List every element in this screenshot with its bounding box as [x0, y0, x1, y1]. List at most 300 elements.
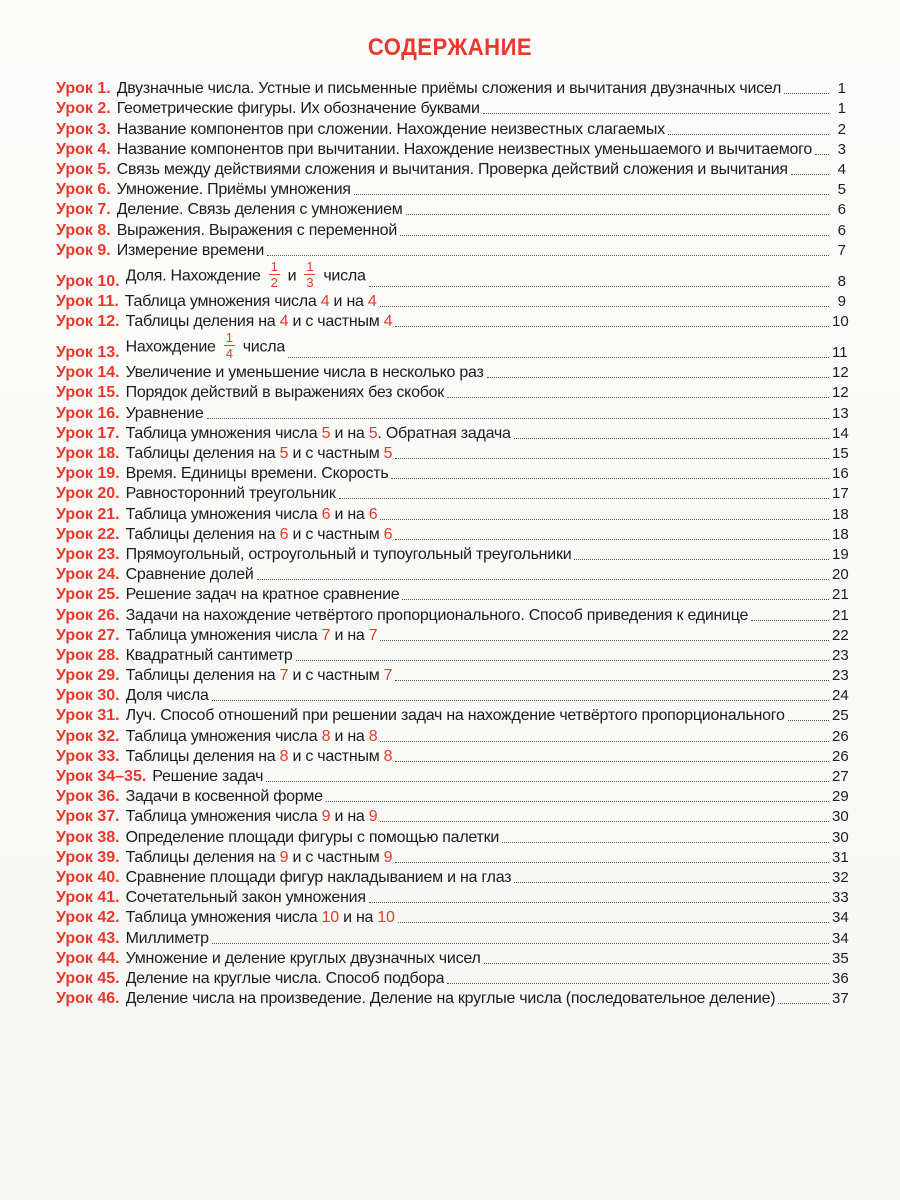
title-text: и с частным [288, 667, 384, 685]
dot-leader [784, 93, 829, 94]
page-number: 14 [832, 424, 849, 442]
lesson-title [126, 889, 366, 907]
toc-entry [56, 291, 846, 311]
lesson-title [126, 728, 378, 746]
title-text: Таблица умножения числа [125, 808, 322, 826]
toc-entry [56, 382, 849, 402]
toc-entry [56, 564, 849, 584]
title-text: Деление числа на произведение. Деление на круглые числа (последовательное деление) [125, 990, 776, 1008]
page-number: 9 [837, 292, 846, 310]
page-number: 1 [837, 80, 846, 98]
lesson-title [126, 930, 209, 948]
title-text: и с частным [288, 525, 384, 543]
lesson-title [117, 80, 781, 98]
toc-entry [56, 948, 849, 968]
lesson-title [126, 788, 323, 806]
title-text: Измерение времени [116, 241, 265, 259]
dot-leader [207, 418, 830, 419]
page-number: 31 [832, 848, 849, 866]
toc-entry [56, 887, 849, 907]
lesson-number: Урок 43. [56, 929, 120, 947]
lesson-number: Урок 17. [56, 424, 120, 442]
lesson-title [126, 566, 254, 584]
page-number: 30 [832, 828, 849, 846]
highlighted-number: 4 [383, 313, 393, 331]
lesson-number: Урок 32. [56, 727, 120, 745]
lesson-title [117, 222, 397, 240]
page-number: 6 [837, 201, 846, 219]
lesson-number: Урок 9. [56, 241, 111, 259]
toc-entry [56, 503, 849, 523]
toc-entry [56, 240, 846, 260]
highlighted-number: 6 [368, 505, 378, 523]
dot-leader [406, 214, 829, 215]
fraction [269, 262, 280, 289]
dot-leader [288, 357, 829, 358]
dot-leader [380, 741, 829, 742]
lesson-number: Урок 27. [56, 626, 120, 644]
highlighted-number: 9 [279, 848, 289, 866]
title-text: Определение площади фигуры с помощью палетки [125, 828, 500, 846]
dot-leader [395, 458, 829, 459]
highlighted-number: 4 [367, 292, 377, 310]
toc-entry [56, 604, 849, 624]
toc-entry [56, 746, 849, 766]
toc-entry [56, 766, 849, 786]
title-text: Выражения. Выражения с переменной [116, 221, 397, 239]
lesson-title [126, 384, 444, 402]
toc-entry [56, 826, 849, 846]
highlighted-number: 10 [321, 909, 339, 927]
dot-leader [395, 761, 829, 762]
lesson-title [126, 707, 785, 725]
dot-leader [502, 842, 829, 843]
title-text: Сравнение площади фигур накладыванием и на глаз [125, 868, 512, 886]
lesson-number: Урок 46. [56, 990, 120, 1008]
title-text: Таблица умножения числа [125, 424, 322, 442]
lesson-number: Урок 2. [56, 100, 111, 118]
toc-entry [56, 483, 849, 503]
toc-entry [56, 584, 849, 604]
page-title: СОДЕРЖАНИЕ [367, 34, 533, 61]
dot-leader [380, 519, 829, 520]
lesson-title [126, 262, 366, 291]
dot-leader [751, 620, 829, 621]
lesson-title [117, 242, 264, 260]
highlighted-number: 9 [383, 848, 393, 866]
lesson-title [126, 405, 204, 423]
title-text: числа [242, 338, 285, 356]
highlighted-number: 8 [368, 727, 378, 745]
lesson-number: Урок 11. [56, 292, 119, 310]
lesson-number: Урок 42. [56, 909, 120, 927]
highlighted-number: 5 [321, 424, 331, 442]
title-text: и с частным [288, 848, 384, 866]
highlighted-number: 6 [279, 525, 289, 543]
title-text: Задачи на нахождение четвёртого пропорционального. Способ приведения к единице [125, 606, 749, 624]
page-number: 17 [832, 485, 849, 503]
fraction-numerator: 1 [270, 261, 278, 274]
page-number: 32 [832, 868, 849, 886]
dot-leader [788, 720, 829, 721]
page-number: 22 [832, 626, 849, 644]
toc-entry [56, 423, 849, 443]
lesson-title [126, 586, 400, 604]
title-text: Задачи в косвенной форме [125, 788, 323, 806]
title-text: Решение задач на кратное сравнение [125, 586, 400, 604]
dot-leader [267, 255, 829, 256]
title-text: и на [330, 424, 369, 442]
toc-entry [56, 98, 846, 118]
title-text: Таблицы деления на [125, 848, 280, 866]
title-text: Связь между действиями сложения и вычитания. Проверка действий сложения и вычитания [116, 160, 788, 178]
dot-leader [487, 377, 829, 378]
toc-entry [56, 968, 849, 988]
lesson-number: Урок 37. [56, 808, 120, 826]
title-text: и с частным [288, 313, 384, 331]
title-text: Таблицы деления на [125, 747, 280, 765]
title-text: Прямоугольный, остроугольный и тупоугольный треугольники [125, 545, 572, 563]
page-number: 2 [837, 120, 846, 138]
dot-leader [296, 660, 829, 661]
lesson-number: Урок 15. [56, 384, 120, 402]
page-number: 37 [832, 990, 849, 1008]
lesson-title [126, 485, 336, 503]
title-text: Уравнение [125, 404, 204, 422]
lesson-number: Урок 10. [56, 272, 120, 290]
page-number: 20 [832, 566, 849, 584]
lesson-title [126, 333, 285, 362]
lesson-number: Урок 12. [56, 313, 120, 331]
title-text: Название компонентов при сложении. Нахождение неизвестных слагаемых [116, 120, 665, 138]
highlighted-number: 4 [320, 292, 330, 310]
lesson-title [126, 909, 395, 927]
dot-leader [400, 235, 829, 236]
lesson-title [126, 364, 484, 382]
lesson-title [126, 687, 209, 705]
title-text: Деление на круглые числа. Способ подбора [125, 969, 445, 987]
page-number: 11 [832, 344, 848, 362]
lesson-title [152, 768, 263, 786]
lesson-number: Урок 5. [56, 160, 111, 178]
page-number: 5 [837, 181, 846, 199]
dot-leader [514, 438, 829, 439]
page-number: 25 [832, 707, 849, 725]
fraction-denominator: 3 [306, 274, 314, 290]
toc-entry [56, 625, 849, 645]
lesson-number: Урок 34–35. [56, 768, 147, 785]
highlighted-number: 7 [321, 626, 331, 644]
highlighted-number: 9 [321, 808, 331, 826]
lesson-number: Урок 29. [56, 667, 120, 685]
title-text: Название компонентов при вычитании. Нахождение неизвестных уменьшаемого и вычитаемого [116, 140, 812, 158]
toc-entry [56, 806, 849, 826]
page-number: 23 [832, 646, 849, 664]
page-number: 1 [837, 100, 846, 118]
highlighted-number: 6 [321, 505, 331, 523]
toc-entry [56, 159, 846, 179]
toc-entry [56, 179, 846, 199]
fraction [224, 333, 235, 360]
highlighted-number: 10 [377, 909, 395, 927]
lesson-number: Урок 14. [56, 364, 120, 382]
page-number: 36 [832, 969, 849, 987]
title-text: Таблицы деления на [125, 313, 280, 331]
page-number: 3 [837, 140, 846, 158]
page-number: 19 [832, 545, 849, 563]
dot-leader [212, 943, 829, 944]
toc-entry [56, 118, 846, 138]
dot-leader [398, 922, 829, 923]
page-number: 34 [832, 909, 849, 927]
dot-leader [402, 599, 829, 600]
dot-leader [447, 983, 829, 984]
toc-entry [56, 260, 846, 291]
lesson-title [126, 990, 776, 1008]
lesson-title [126, 425, 511, 443]
lesson-title [126, 808, 378, 826]
toc-entry [56, 544, 849, 564]
dot-leader [483, 113, 829, 114]
title-text: и на [330, 808, 369, 826]
table-of-contents [56, 78, 849, 1008]
title-text: Равносторонний треугольник [125, 485, 336, 503]
dot-leader [391, 478, 829, 479]
lesson-number: Урок 24. [56, 566, 120, 584]
lesson-number: Урок 33. [56, 747, 120, 765]
title-text: Увеличение и уменьшение числа в несколько раз [125, 364, 484, 382]
dot-leader [778, 1003, 829, 1004]
dot-leader [326, 801, 829, 802]
lesson-title [126, 627, 378, 645]
title-text: Квадратный сантиметр [125, 646, 293, 664]
lesson-title [126, 829, 499, 847]
lesson-title [126, 748, 393, 766]
dot-leader [484, 963, 829, 964]
highlighted-number: 4 [279, 313, 289, 331]
lesson-number: Урок 31. [56, 707, 120, 725]
fraction-denominator: 4 [225, 346, 233, 362]
title-text: Геометрические фигуры. Их обозначение буквами [116, 100, 480, 118]
toc-entry [56, 786, 849, 806]
title-text: Таблица умножения числа [124, 292, 321, 310]
title-text: и на [338, 909, 378, 927]
dot-leader [514, 882, 829, 883]
page-number: 27 [832, 768, 849, 785]
title-text: Доля. Нахождение [125, 267, 261, 285]
lesson-number: Урок 30. [56, 687, 120, 705]
toc-entry [56, 402, 849, 422]
dot-leader [395, 862, 829, 863]
lesson-number: Урок 44. [56, 949, 120, 967]
lesson-title [126, 313, 393, 331]
lesson-title [126, 445, 393, 463]
highlighted-number: 8 [279, 747, 289, 765]
dot-leader [369, 286, 829, 287]
dot-leader [574, 559, 829, 560]
title-text: и с частным [288, 445, 384, 462]
toc-entry [56, 705, 849, 725]
lesson-number: Урок 45. [56, 969, 120, 987]
title-text: Умножение. Приёмы умножения [116, 181, 351, 199]
toc-entry [56, 927, 849, 947]
toc-entry [56, 988, 849, 1008]
dot-leader [791, 174, 829, 175]
page-number: 35 [832, 949, 849, 967]
lesson-number: Урок 38. [56, 828, 120, 846]
highlighted-number: 5 [368, 424, 378, 442]
title-text: и на [330, 727, 369, 745]
fraction-numerator: 1 [225, 333, 233, 346]
lesson-number: Урок 23. [56, 545, 120, 563]
toc-entry [56, 665, 849, 685]
lesson-number: Урок 22. [56, 525, 120, 543]
lesson-title [117, 100, 480, 118]
toc-entry [56, 725, 849, 745]
page-number: 30 [832, 808, 849, 826]
page-number: 26 [832, 747, 849, 765]
lesson-title [126, 950, 481, 968]
page-number: 24 [832, 687, 849, 705]
title-text: и на [330, 505, 369, 523]
dot-leader [395, 539, 829, 540]
title-text: Сочетательный закон умножения [125, 889, 366, 907]
lesson-number: Урок 18. [56, 445, 120, 462]
dot-leader [212, 700, 829, 701]
page-number: 18 [832, 525, 849, 543]
lesson-number: Урок 4. [56, 140, 111, 158]
toc-entry [56, 907, 849, 927]
page-number: 34 [832, 929, 849, 947]
lesson-number: Урок 28. [56, 646, 120, 664]
lesson-number: Урок 36. [56, 788, 120, 806]
dot-leader [339, 498, 829, 499]
highlighted-number: 5 [279, 445, 289, 462]
title-text: Таблица умножения числа [125, 626, 322, 644]
lesson-title [126, 647, 293, 665]
lesson-number: Урок 40. [56, 868, 120, 886]
toc-entry [56, 311, 849, 331]
toc-entry [56, 443, 849, 463]
lesson-title [117, 121, 665, 139]
lesson-number: Урок 13. [56, 344, 120, 362]
dot-leader [380, 821, 829, 822]
dot-leader [380, 306, 829, 307]
title-text: Решение задач [152, 768, 264, 785]
toc-entry [56, 78, 846, 98]
toc-entry [56, 685, 849, 705]
title-text: Миллиметр [125, 929, 209, 947]
title-text: Нахождение [125, 338, 216, 356]
page-number: 13 [832, 404, 849, 422]
page-number: 4 [837, 160, 846, 178]
lesson-number: Урок 19. [56, 465, 120, 483]
highlighted-number: 8 [383, 747, 393, 765]
title-text: Двузначные числа. Устные и письменные приёмы сложения и вычитания двузначных чисел [116, 80, 782, 98]
page-number: 7 [837, 241, 846, 259]
dot-leader [668, 134, 829, 135]
lesson-number: Урок 16. [56, 404, 120, 422]
page-number: 26 [832, 727, 849, 745]
toc-entry [56, 524, 849, 544]
title-text: Таблица умножения числа [125, 727, 322, 745]
dot-leader [815, 154, 829, 155]
page-number: 10 [832, 313, 849, 331]
lesson-title [126, 667, 393, 685]
highlighted-number: 6 [383, 525, 393, 543]
title-text: Таблица умножения числа [125, 909, 322, 927]
title-text: и на [329, 292, 368, 310]
page-number: 12 [832, 364, 849, 382]
lesson-title [126, 465, 389, 483]
lesson-title [126, 607, 749, 625]
toc-entry [56, 139, 846, 159]
lesson-title [117, 141, 812, 159]
title-text: Луч. Способ отношений при решении задач на нахождение четвёртого пропорционального [125, 707, 785, 725]
toc-entry [56, 219, 846, 239]
lesson-title [117, 161, 788, 179]
lesson-title [126, 869, 512, 887]
title-text: Порядок действий в выражениях без скобок [125, 384, 445, 402]
fraction-numerator: 1 [306, 261, 314, 274]
lesson-title [125, 293, 377, 311]
lesson-number: Урок 7. [56, 201, 111, 219]
title-text: Таблицы деления на [125, 525, 280, 543]
highlighted-number: 5 [383, 445, 393, 462]
lesson-number: Урок 25. [56, 586, 120, 604]
title-text: . Обратная задача [377, 424, 511, 442]
dot-leader [447, 397, 829, 398]
page-number: 16 [832, 465, 849, 483]
title-text: и на [330, 626, 369, 644]
toc-entry [56, 199, 846, 219]
lesson-title [126, 526, 393, 544]
lesson-number: Урок 6. [56, 181, 111, 199]
title-text: Умножение и деление круглых двузначных чисел [125, 949, 481, 967]
highlighted-number: 9 [368, 808, 378, 826]
lesson-title [117, 181, 351, 199]
page-number: 23 [832, 667, 849, 685]
lesson-title [126, 849, 393, 867]
title-text: числа [323, 267, 366, 285]
page-number: 15 [832, 445, 849, 462]
toc-entry [56, 331, 846, 362]
page-number: 8 [837, 272, 846, 290]
title-text: и [287, 267, 297, 285]
page-number: 33 [832, 889, 849, 907]
lesson-title [126, 546, 572, 564]
highlighted-number: 7 [383, 667, 393, 685]
toc-entry [56, 867, 849, 887]
lesson-number: Урок 26. [56, 606, 120, 624]
dot-leader [354, 194, 829, 195]
page-number: 21 [832, 586, 849, 604]
title-text: Деление. Связь деления с умножением [116, 201, 403, 219]
page-number: 21 [832, 606, 849, 624]
page-number: 6 [837, 221, 846, 239]
lesson-title [126, 970, 445, 988]
page-number: 18 [832, 505, 849, 523]
title-text: Сравнение долей [125, 566, 254, 584]
title-text: Таблицы деления на [125, 667, 280, 685]
page-number: 29 [832, 788, 849, 806]
page-number: 12 [832, 384, 849, 402]
lesson-number: Урок 3. [56, 120, 111, 138]
dot-leader [266, 781, 829, 782]
toc-entry [56, 362, 849, 382]
title-text: Таблицы деления на [125, 445, 280, 462]
fraction [304, 262, 315, 289]
